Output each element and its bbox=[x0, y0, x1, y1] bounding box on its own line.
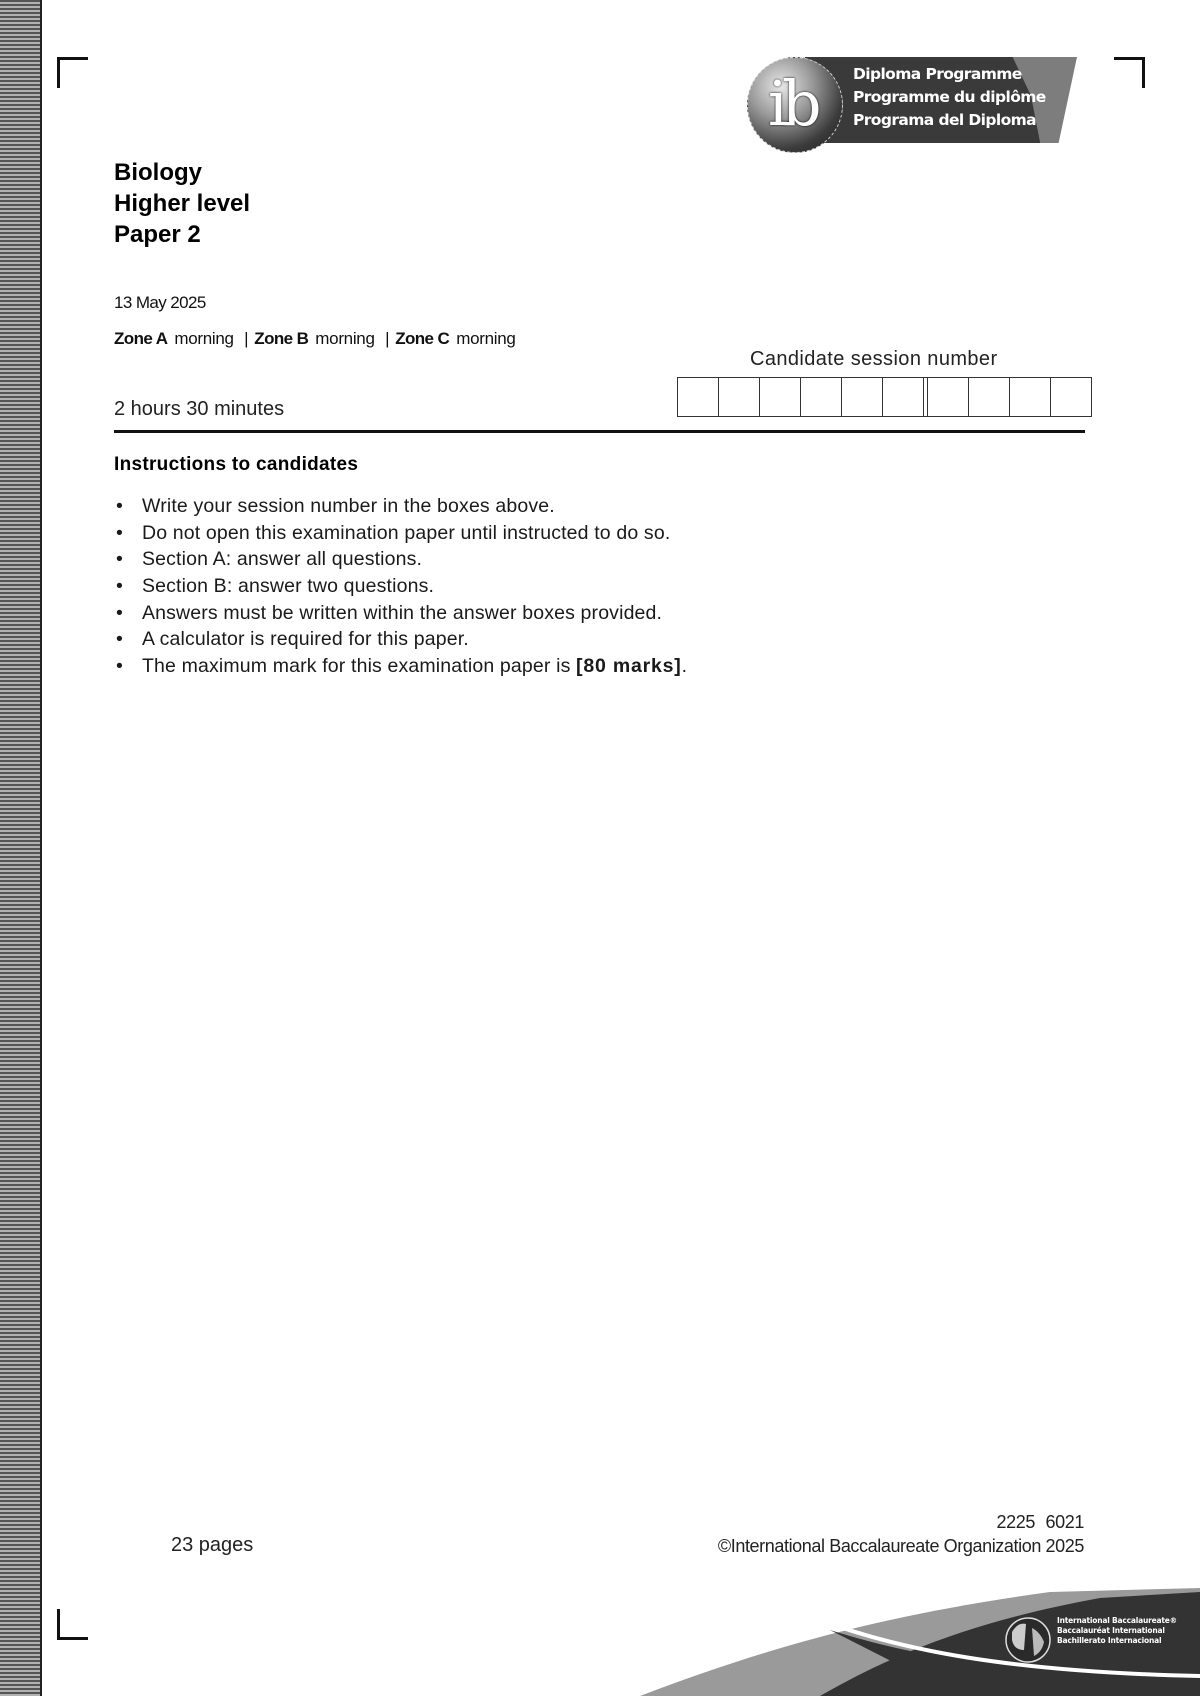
session-digit-box-7[interactable] bbox=[927, 377, 968, 417]
exam-date: 13 May 2025 bbox=[114, 293, 206, 312]
session-digit-box-10[interactable] bbox=[1050, 377, 1092, 417]
ib-logo-mark: ib bbox=[768, 67, 816, 140]
bullet-icon: • bbox=[116, 575, 123, 598]
bullet-icon: • bbox=[116, 548, 123, 571]
level-title: Higher level bbox=[114, 190, 251, 217]
zone-c-time: morning bbox=[456, 329, 516, 348]
paper-title: Paper 2 bbox=[114, 221, 201, 248]
crop-mark-top-right bbox=[1114, 57, 1145, 88]
bullet-icon: • bbox=[116, 521, 123, 544]
logo-line-fr: Programme du diplôme bbox=[853, 88, 1046, 106]
session-digit-box-8[interactable] bbox=[968, 377, 1009, 417]
exam-title bbox=[114, 157, 250, 250]
bullet-icon: • bbox=[116, 601, 123, 624]
ib-footer-band bbox=[0, 1580, 1200, 1696]
instructions-list bbox=[114, 493, 687, 680]
ib-organisation-logo-text: International Baccalaureate® Baccalauréat International Bachillerato Internacional bbox=[1057, 1616, 1177, 1645]
zone-c-label: Zone C bbox=[395, 329, 450, 348]
zone-a-label: Zone A bbox=[114, 329, 168, 348]
logo-line-es: Programa del Diploma bbox=[853, 111, 1037, 129]
session-digit-box-5[interactable] bbox=[841, 377, 882, 417]
zone-b-time: morning bbox=[315, 329, 375, 348]
zone-b-label: Zone B bbox=[254, 329, 309, 348]
zone-separator: | bbox=[385, 329, 390, 348]
subject-title: Biology bbox=[114, 159, 202, 186]
instruction-item: • The maximum mark for this examination paper is [80 marks]. bbox=[114, 653, 687, 680]
session-digit-box-3[interactable] bbox=[759, 377, 800, 417]
instruction-item: • Section A: answer all questions. bbox=[114, 546, 687, 573]
paper-code: 2225 6021 bbox=[996, 1512, 1084, 1532]
candidate-session-label: Candidate session number bbox=[750, 348, 998, 370]
instruction-item: • A calculator is required for this paper. bbox=[114, 626, 687, 653]
bullet-icon: • bbox=[116, 628, 123, 651]
instruction-item: • Write your session number in the boxes above. bbox=[114, 493, 687, 520]
session-digit-box-4[interactable] bbox=[800, 377, 841, 417]
session-digit-box-6[interactable] bbox=[882, 377, 923, 417]
session-digit-box-2[interactable] bbox=[718, 377, 759, 417]
page-count: 23 pages bbox=[171, 1534, 254, 1556]
bullet-icon: • bbox=[116, 655, 123, 678]
footer-swoosh-graphic bbox=[0, 1580, 1200, 1696]
instruction-item: • Answers must be written within the answer boxes provided. bbox=[114, 600, 687, 627]
exam-duration: 2 hours 30 minutes bbox=[114, 398, 285, 420]
instructions-heading: Instructions to candidates bbox=[114, 454, 359, 475]
diploma-programme-logo bbox=[745, 57, 1090, 153]
logo-text bbox=[853, 63, 1046, 132]
session-digit-box-9[interactable] bbox=[1009, 377, 1050, 417]
session-digit-box-1[interactable] bbox=[677, 377, 718, 417]
logo-line-en: Diploma Programme bbox=[853, 65, 1022, 83]
candidate-session-number-boxes bbox=[677, 377, 1092, 417]
zone-times bbox=[114, 329, 516, 349]
bullet-icon: • bbox=[116, 495, 123, 517]
max-marks: [80 marks] bbox=[576, 655, 682, 678]
header-divider bbox=[114, 430, 1085, 433]
binding-margin-pattern bbox=[0, 0, 42, 1696]
instruction-item: • Section B: answer two questions. bbox=[114, 573, 687, 600]
crop-mark-top-left bbox=[57, 57, 88, 88]
copyright-notice: ©International Baccalaureate Organization 2025 bbox=[717, 1536, 1084, 1556]
zone-a-time: morning bbox=[174, 329, 234, 348]
zone-separator: | bbox=[244, 329, 249, 348]
instruction-item: • Do not open this examination paper until instructed to do so. bbox=[114, 520, 687, 547]
ib-logo-icon bbox=[747, 57, 843, 153]
